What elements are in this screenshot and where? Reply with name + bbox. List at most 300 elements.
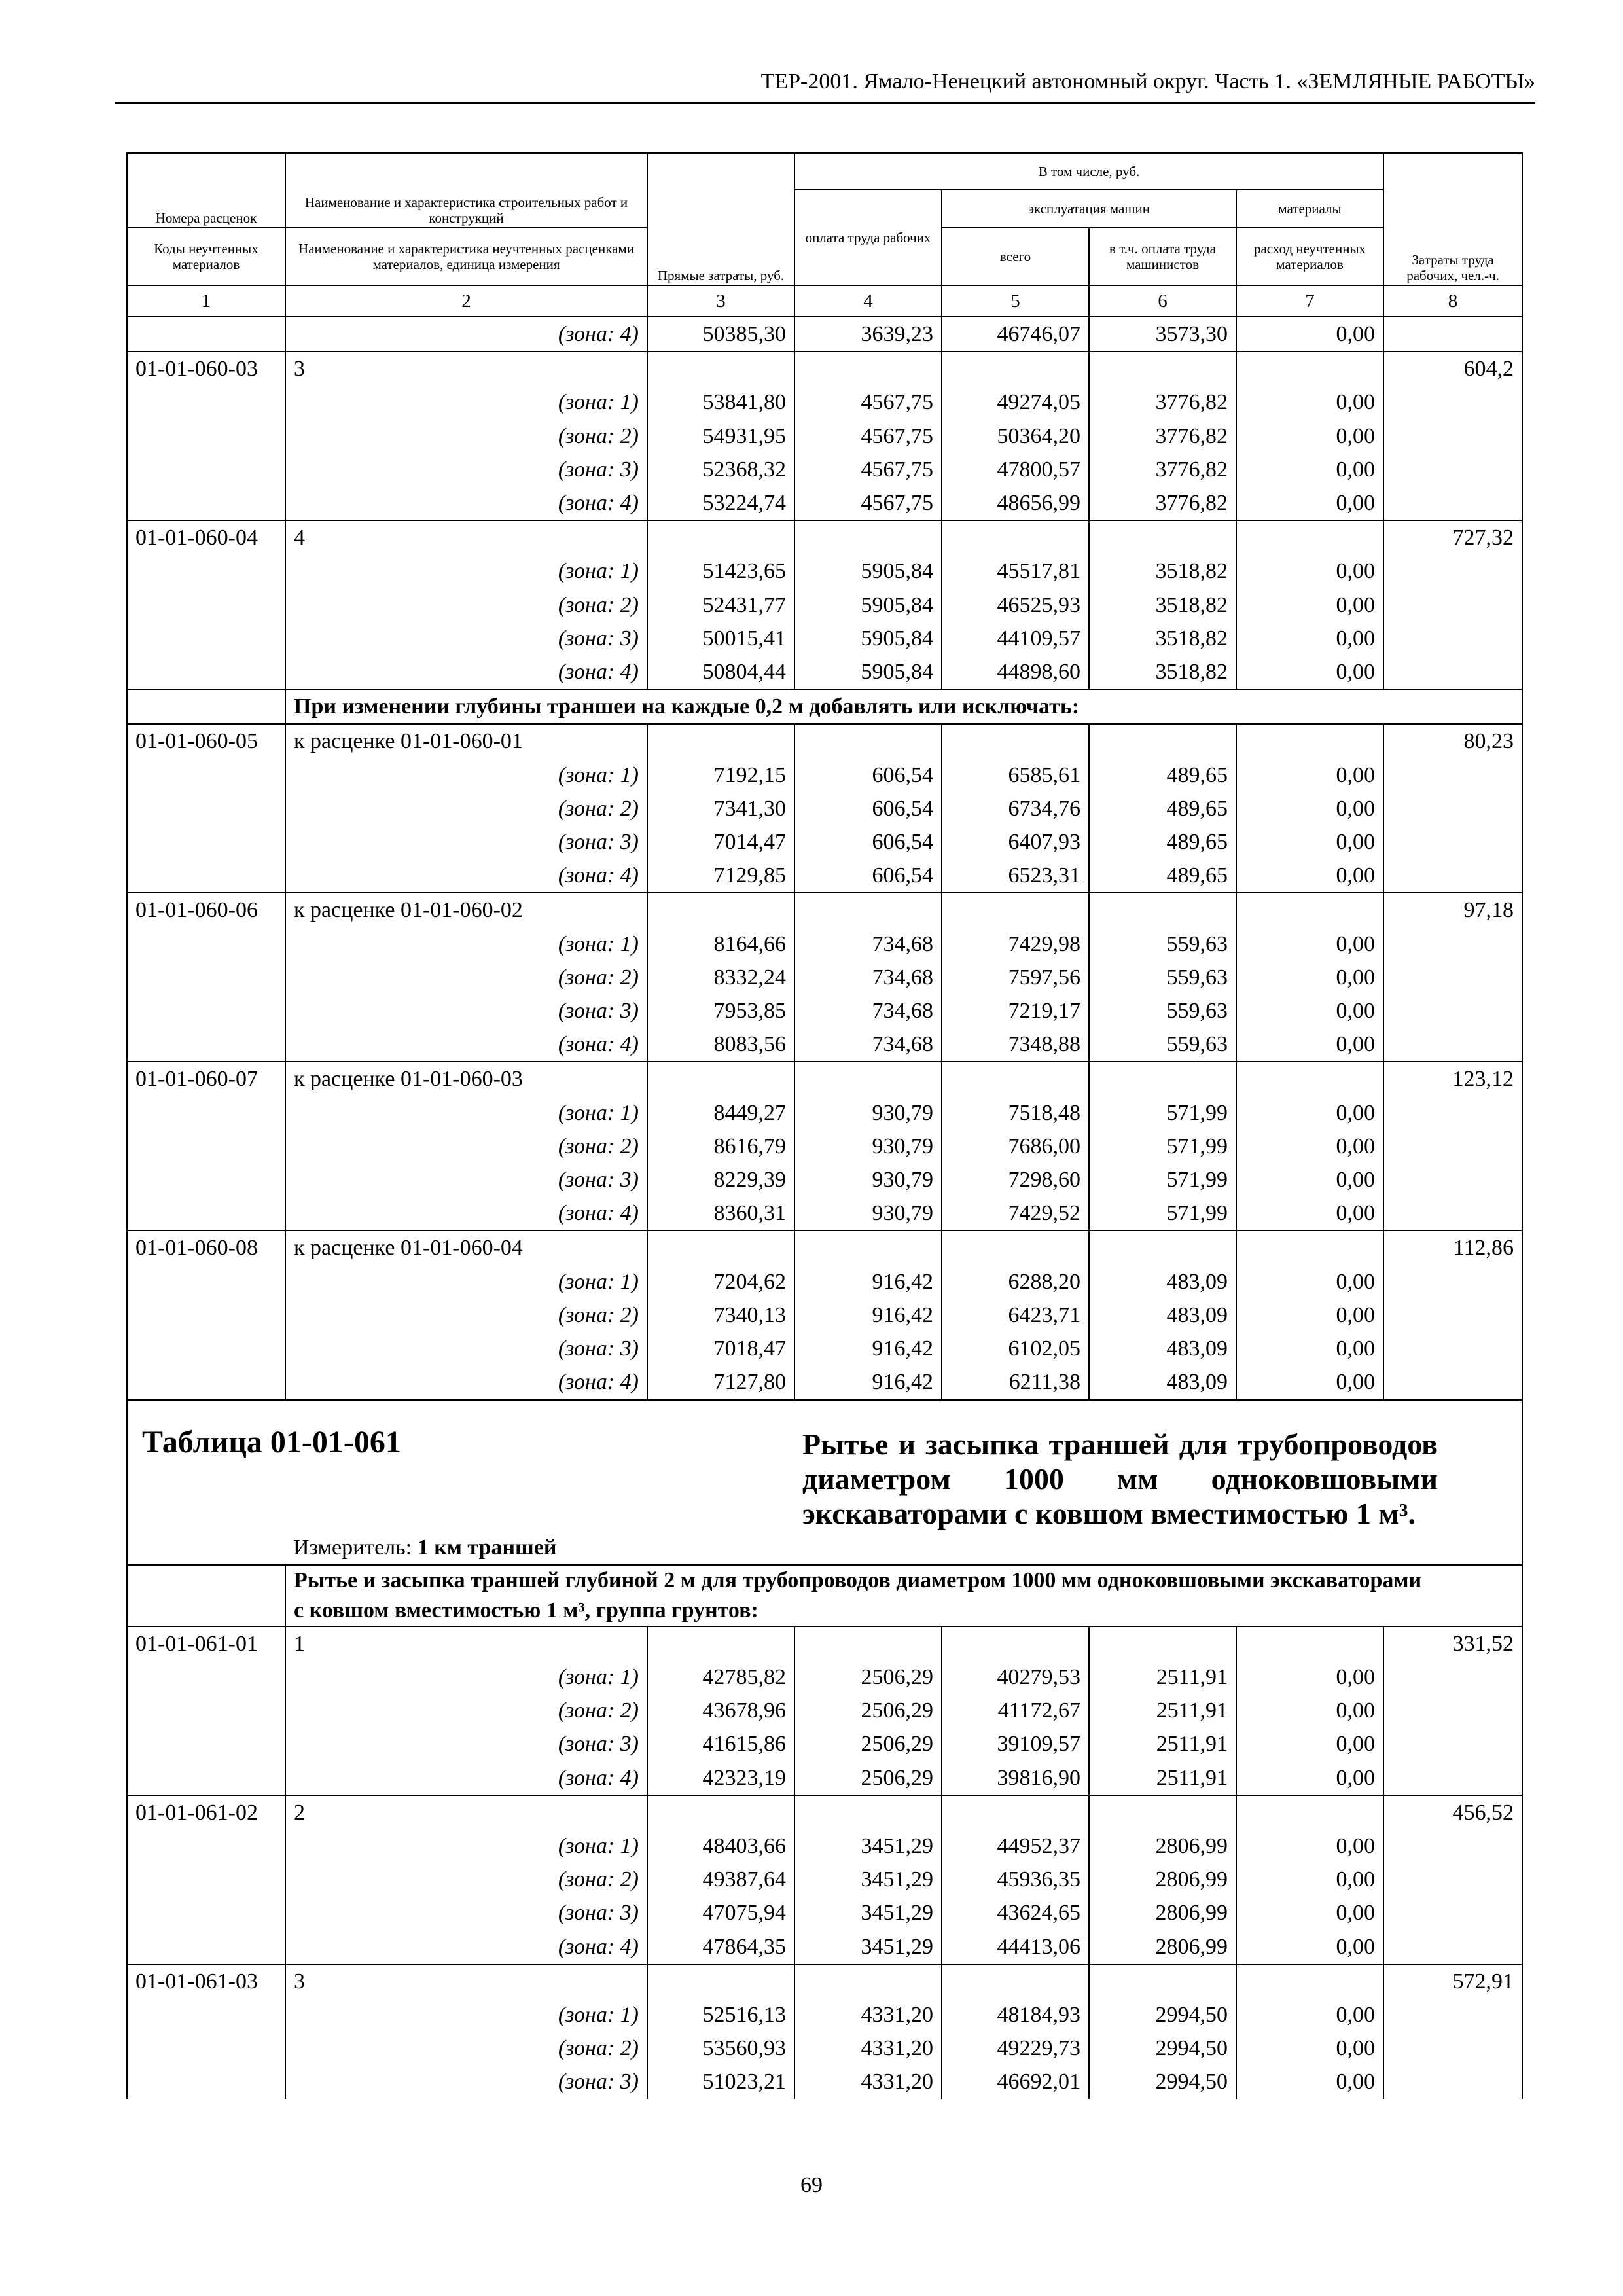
machines-total: 7348,88 [942,1028,1089,1062]
zone-row [127,759,1522,792]
operator-wages: 571,99 [1089,1096,1236,1130]
worker-wages: 5905,84 [794,554,942,588]
work-name: (зона: 3) [285,2065,647,2098]
rate-code [127,1028,285,1062]
material-use [1236,1062,1383,1096]
labor-hours: 80,23 [1383,724,1522,758]
labor-hours [1383,859,1522,893]
work-name: 4 [285,520,647,554]
rate-code [127,1096,285,1130]
work-name: (зона: 3) [285,1896,647,1929]
material-use: 0,00 [1236,1998,1383,2032]
labor-hours [1383,759,1522,792]
machines-total: 48184,93 [942,1998,1089,2032]
zone-row [127,1829,1522,1863]
direct-costs: 53841,80 [647,386,794,419]
material-use: 0,00 [1236,1863,1383,1896]
direct-costs: 7018,47 [647,1332,794,1365]
operator-wages: 3518,82 [1089,655,1236,689]
material-use: 0,00 [1236,1265,1383,1299]
material-use: 0,00 [1236,1196,1383,1230]
labor-hours: 112,86 [1383,1230,1522,1265]
operator-wages: 2511,91 [1089,1694,1236,1727]
zone-row [127,1896,1522,1929]
material-use: 0,00 [1236,1365,1383,1399]
direct-costs [647,893,794,927]
rate-code [127,386,285,419]
material-use: 0,00 [1236,1028,1383,1062]
worker-wages: 4567,75 [794,420,942,453]
labor-hours [1383,1299,1522,1332]
operator-wages: 489,65 [1089,825,1236,859]
work-name: (зона: 2) [285,420,647,453]
direct-costs: 50385,30 [647,317,794,351]
labor-hours [1383,927,1522,961]
labor-hours [1383,1130,1522,1163]
machines-total: 6585,61 [942,759,1089,792]
zone-row [127,554,1522,588]
zone-row [127,1299,1522,1332]
operator-wages: 2806,99 [1089,1863,1236,1896]
work-name: (зона: 2) [285,961,647,994]
rate-code [127,1332,285,1365]
worker-wages: 606,54 [794,825,942,859]
machines-total: 7597,56 [942,961,1089,994]
material-use: 0,00 [1236,994,1383,1028]
labor-hours: 97,18 [1383,893,1522,927]
operator-wages [1089,1062,1236,1096]
direct-costs: 54931,95 [647,420,794,453]
operator-wages: 2511,91 [1089,1727,1236,1761]
labor-hours [1383,1163,1522,1196]
rate-code [127,486,285,520]
rate-code [127,859,285,893]
operator-wages: 559,63 [1089,994,1236,1028]
worker-wages: 930,79 [794,1130,942,1163]
worker-wages: 930,79 [794,1096,942,1130]
operator-wages [1089,1230,1236,1265]
material-use: 0,00 [1236,622,1383,655]
rate-code [127,994,285,1028]
direct-costs [647,724,794,758]
rate-code [127,2032,285,2065]
material-use: 0,00 [1236,1930,1383,1964]
operator-wages: 3518,82 [1089,588,1236,622]
worker-wages: 3451,29 [794,1863,942,1896]
rate-code [127,1998,285,2032]
rate-code [127,622,285,655]
labor-hours [1383,1096,1522,1130]
zone-row [127,1660,1522,1694]
material-use: 0,00 [1236,386,1383,419]
direct-costs: 52368,32 [647,453,794,486]
machines-total [942,1964,1089,1998]
direct-costs: 41615,86 [647,1727,794,1761]
machines-total [942,893,1089,927]
labor-hours [1383,453,1522,486]
operator-wages: 489,65 [1089,859,1236,893]
col-header-labor: Затраты труда рабочих, чел.-ч. [1383,153,1522,285]
zone-row [127,655,1522,689]
work-name: (зона: 1) [285,1829,647,1863]
worker-wages: 916,42 [794,1332,942,1365]
material-use: 0,00 [1236,1727,1383,1761]
labor-hours: 123,12 [1383,1062,1522,1096]
rate-code [127,927,285,961]
material-use: 0,00 [1236,1829,1383,1863]
zone-row [127,2032,1522,2065]
material-use [1236,351,1383,386]
operator-wages: 2994,50 [1089,2065,1236,2098]
section-title: Рытье и засыпка траншей глубиной 2 м для трубопроводов диаметром 1000 мм одноковшовыми экскаваторами с ковшом вместимостью 1 м³, группа грунтов: [285,1565,1522,1626]
col-number: 2 [285,285,647,317]
direct-costs [647,1964,794,1998]
page-number: 69 [800,2173,823,2197]
direct-costs: 8449,27 [647,1096,794,1130]
table-title-cell [794,1400,1522,1531]
operator-wages: 559,63 [1089,927,1236,961]
material-use: 0,00 [1236,859,1383,893]
zone-row [127,317,1522,351]
material-use [1236,893,1383,927]
direct-costs: 51023,21 [647,2065,794,2098]
direct-costs: 8332,24 [647,961,794,994]
worker-wages [794,351,942,386]
worker-wages: 930,79 [794,1163,942,1196]
work-name: (зона: 3) [285,622,647,655]
direct-costs: 8229,39 [647,1163,794,1196]
operator-wages: 2511,91 [1089,1761,1236,1795]
machines-total: 40279,53 [942,1660,1089,1694]
labor-hours [1383,1028,1522,1062]
material-use: 0,00 [1236,1660,1383,1694]
machines-total [942,1795,1089,1829]
zone-row [127,420,1522,453]
operator-wages: 483,09 [1089,1332,1236,1365]
machines-total: 47800,57 [942,453,1089,486]
machines-total: 49274,05 [942,386,1089,419]
rate-code [127,420,285,453]
table-label [127,1400,794,1531]
operator-wages: 3776,82 [1089,420,1236,453]
labor-hours [1383,622,1522,655]
zone-row [127,792,1522,825]
operator-wages: 2806,99 [1089,1930,1236,1964]
work-name: (зона: 1) [285,1998,647,2032]
machines-total: 41172,67 [942,1694,1089,1727]
worker-wages: 2506,29 [794,1727,942,1761]
machines-total: 7686,00 [942,1130,1089,1163]
measure-label: Измеритель: [293,1535,418,1560]
machines-total: 49229,73 [942,2032,1089,2065]
worker-wages: 2506,29 [794,1660,942,1694]
operator-wages: 2806,99 [1089,1829,1236,1863]
worker-wages [794,1062,942,1096]
operator-wages [1089,1795,1236,1829]
section-row-depth [127,689,1522,724]
rate-row [127,1626,1522,1660]
rate-code [127,961,285,994]
work-name: (зона: 1) [285,386,647,419]
labor-hours: 572,91 [1383,1964,1522,1998]
direct-costs: 7127,80 [647,1365,794,1399]
machines-total: 6288,20 [942,1265,1089,1299]
material-use: 0,00 [1236,588,1383,622]
machines-total: 44898,60 [942,655,1089,689]
labor-hours [1383,1265,1522,1299]
labor-hours [1383,317,1522,351]
rate-code [127,1660,285,1694]
col-number: 8 [1383,285,1522,317]
direct-costs: 7129,85 [647,859,794,893]
machines-total: 7429,98 [942,927,1089,961]
zone-row [127,1998,1522,2032]
labor-hours [1383,1196,1522,1230]
zone-row [127,1863,1522,1896]
operator-wages: 559,63 [1089,1028,1236,1062]
zone-row [127,1130,1522,1163]
operator-wages [1089,724,1236,758]
worker-wages [794,1795,942,1829]
work-name: (зона: 1) [285,554,647,588]
worker-wages: 4331,20 [794,1998,942,2032]
rate-code [127,1130,285,1163]
material-use: 0,00 [1236,1163,1383,1196]
material-use [1236,1626,1383,1660]
material-use: 0,00 [1236,1332,1383,1365]
worker-wages: 916,42 [794,1265,942,1299]
work-name: (зона: 3) [285,1727,647,1761]
rate-code: 01-01-060-05 [127,724,285,758]
labor-hours [1383,1761,1522,1795]
worker-wages: 606,54 [794,859,942,893]
col-header-including: В том числе, руб. [794,153,1383,190]
worker-wages: 4331,20 [794,2065,942,2098]
machines-total [942,351,1089,386]
zone-row [127,1930,1522,1964]
machines-total: 50364,20 [942,420,1089,453]
machines-total [942,1626,1089,1660]
work-name: (зона: 4) [285,486,647,520]
table-title: Рытье и засыпка траншей для трубопроводов диаметром 1000 мм одноковшовыми экскаваторами с ковшом вместимостью 1 м³. [802,1427,1438,1530]
work-name: (зона: 4) [285,1028,647,1062]
rate-code [127,1930,285,1964]
zone-row [127,486,1522,520]
machines-total [942,1230,1089,1265]
direct-costs: 52516,13 [647,1998,794,2032]
labor-hours [1383,1332,1522,1365]
material-use: 0,00 [1236,1096,1383,1130]
rate-row [127,520,1522,554]
rows-group-2 [127,724,1522,1399]
direct-costs: 43678,96 [647,1694,794,1727]
material-use: 0,00 [1236,927,1383,961]
material-use: 0,00 [1236,655,1383,689]
worker-wages: 4567,75 [794,486,942,520]
material-use: 0,00 [1236,792,1383,825]
operator-wages: 2511,91 [1089,1660,1236,1694]
zone-row [127,859,1522,893]
work-name: (зона: 4) [285,859,647,893]
machines-total: 45517,81 [942,554,1089,588]
direct-costs: 49387,64 [647,1863,794,1896]
direct-costs: 47075,94 [647,1896,794,1929]
work-name: (зона: 4) [285,655,647,689]
worker-wages: 916,42 [794,1299,942,1332]
rate-code: 01-01-061-03 [127,1964,285,1998]
work-name: (зона: 1) [285,1265,647,1299]
labor-hours [1383,994,1522,1028]
work-name: (зона: 4) [285,1196,647,1230]
zone-row [127,1196,1522,1230]
rate-code [127,1761,285,1795]
machines-total: 44413,06 [942,1930,1089,1964]
worker-wages: 3451,29 [794,1829,942,1863]
zone-row [127,1761,1522,1795]
direct-costs: 53560,93 [647,2032,794,2065]
labor-hours [1383,792,1522,825]
operator-wages: 3776,82 [1089,486,1236,520]
labor-hours [1383,486,1522,520]
worker-wages: 5905,84 [794,655,942,689]
section-row-trench [127,1565,1522,1626]
labor-hours [1383,1660,1522,1694]
zone-row [127,2065,1522,2098]
work-name: (зона: 3) [285,1163,647,1196]
rate-code [127,759,285,792]
measure-line [285,1531,1522,1565]
worker-wages: 5905,84 [794,622,942,655]
rate-code: 01-01-060-08 [127,1230,285,1265]
rate-row [127,893,1522,927]
rate-row [127,724,1522,758]
worker-wages [794,1964,942,1998]
worker-wages [794,893,942,927]
worker-wages: 734,68 [794,927,942,961]
rate-code [127,554,285,588]
rows-group-3 [127,1626,1522,2099]
operator-wages [1089,520,1236,554]
header-rule [115,102,1535,104]
machines-total: 6734,76 [942,792,1089,825]
material-use: 0,00 [1236,554,1383,588]
labor-hours [1383,825,1522,859]
work-name: (зона: 4) [285,317,647,351]
labor-hours [1383,2032,1522,2065]
work-name: (зона: 4) [285,1761,647,1795]
machines-total: 44952,37 [942,1829,1089,1863]
rate-code [127,1365,285,1399]
direct-costs: 7341,30 [647,792,794,825]
material-use: 0,00 [1236,961,1383,994]
col-header-machines-total: всего [942,228,1089,285]
col-number: 5 [942,285,1089,317]
labor-hours [1383,1727,1522,1761]
col-header-direct-costs: Прямые затраты, руб. [647,153,794,285]
operator-wages: 3518,82 [1089,554,1236,588]
machines-total: 43624,65 [942,1896,1089,1929]
col-number: 7 [1236,285,1383,317]
operator-wages [1089,351,1236,386]
col-header-material-use: расход неучтенных материалов [1236,228,1383,285]
zone-row [127,386,1522,419]
machines-total: 6211,38 [942,1365,1089,1399]
material-use: 0,00 [1236,1896,1383,1929]
zone-row [127,1727,1522,1761]
material-use: 0,00 [1236,2065,1383,2098]
work-name: (зона: 3) [285,994,647,1028]
operator-wages: 483,09 [1089,1265,1236,1299]
direct-costs [647,1626,794,1660]
direct-costs: 52431,77 [647,588,794,622]
direct-costs [647,1230,794,1265]
machines-total: 46525,93 [942,588,1089,622]
direct-costs: 7204,62 [647,1265,794,1299]
work-name: 1 [285,1626,647,1660]
labor-hours [1383,1863,1522,1896]
direct-costs: 42785,82 [647,1660,794,1694]
rate-code [127,1863,285,1896]
worker-wages: 3451,29 [794,1896,942,1929]
running-header: ТЕР-2001. Ямало-Ненецкий автономный округ. Часть 1. «ЗЕМЛЯНЫЕ РАБОТЫ» [760,69,1535,94]
operator-wages: 3776,82 [1089,386,1236,419]
worker-wages: 3639,23 [794,317,942,351]
direct-costs: 50015,41 [647,622,794,655]
labor-hours [1383,1896,1522,1929]
zone-row [127,927,1522,961]
operator-wages [1089,1626,1236,1660]
rate-code: 01-01-060-04 [127,520,285,554]
machines-total: 7429,52 [942,1196,1089,1230]
machines-total: 48656,99 [942,486,1089,520]
col-header-name: Наименование и характеристика строительных работ и конструкций [285,153,647,228]
direct-costs: 48403,66 [647,1829,794,1863]
rate-code [127,1163,285,1196]
zone-row [127,994,1522,1028]
operator-wages: 3573,30 [1089,317,1236,351]
work-name: к расценке 01-01-060-03 [285,1062,647,1096]
labor-hours [1383,588,1522,622]
machines-total [942,520,1089,554]
machines-total [942,724,1089,758]
rate-code: 01-01-060-06 [127,893,285,927]
worker-wages: 5905,84 [794,588,942,622]
direct-costs: 8360,31 [647,1196,794,1230]
rate-code [127,1196,285,1230]
zone-row [127,1265,1522,1299]
operator-wages: 559,63 [1089,961,1236,994]
work-name: 3 [285,1964,647,1998]
rate-code [127,1727,285,1761]
rate-code [127,588,285,622]
zone-row [127,1028,1522,1062]
work-name: (зона: 2) [285,792,647,825]
direct-costs: 8616,79 [647,1130,794,1163]
material-use [1236,520,1383,554]
labor-hours [1383,1998,1522,2032]
worker-wages: 3451,29 [794,1930,942,1964]
labor-hours [1383,1694,1522,1727]
machines-total: 6423,71 [942,1299,1089,1332]
measure-unit: 1 км траншей [417,1535,557,1560]
rate-code: 01-01-061-01 [127,1626,285,1660]
direct-costs: 53224,74 [647,486,794,520]
rate-row [127,1062,1522,1096]
worker-wages: 734,68 [794,1028,942,1062]
machines-total [942,1062,1089,1096]
zone-row [127,1163,1522,1196]
col-number: 6 [1089,285,1236,317]
